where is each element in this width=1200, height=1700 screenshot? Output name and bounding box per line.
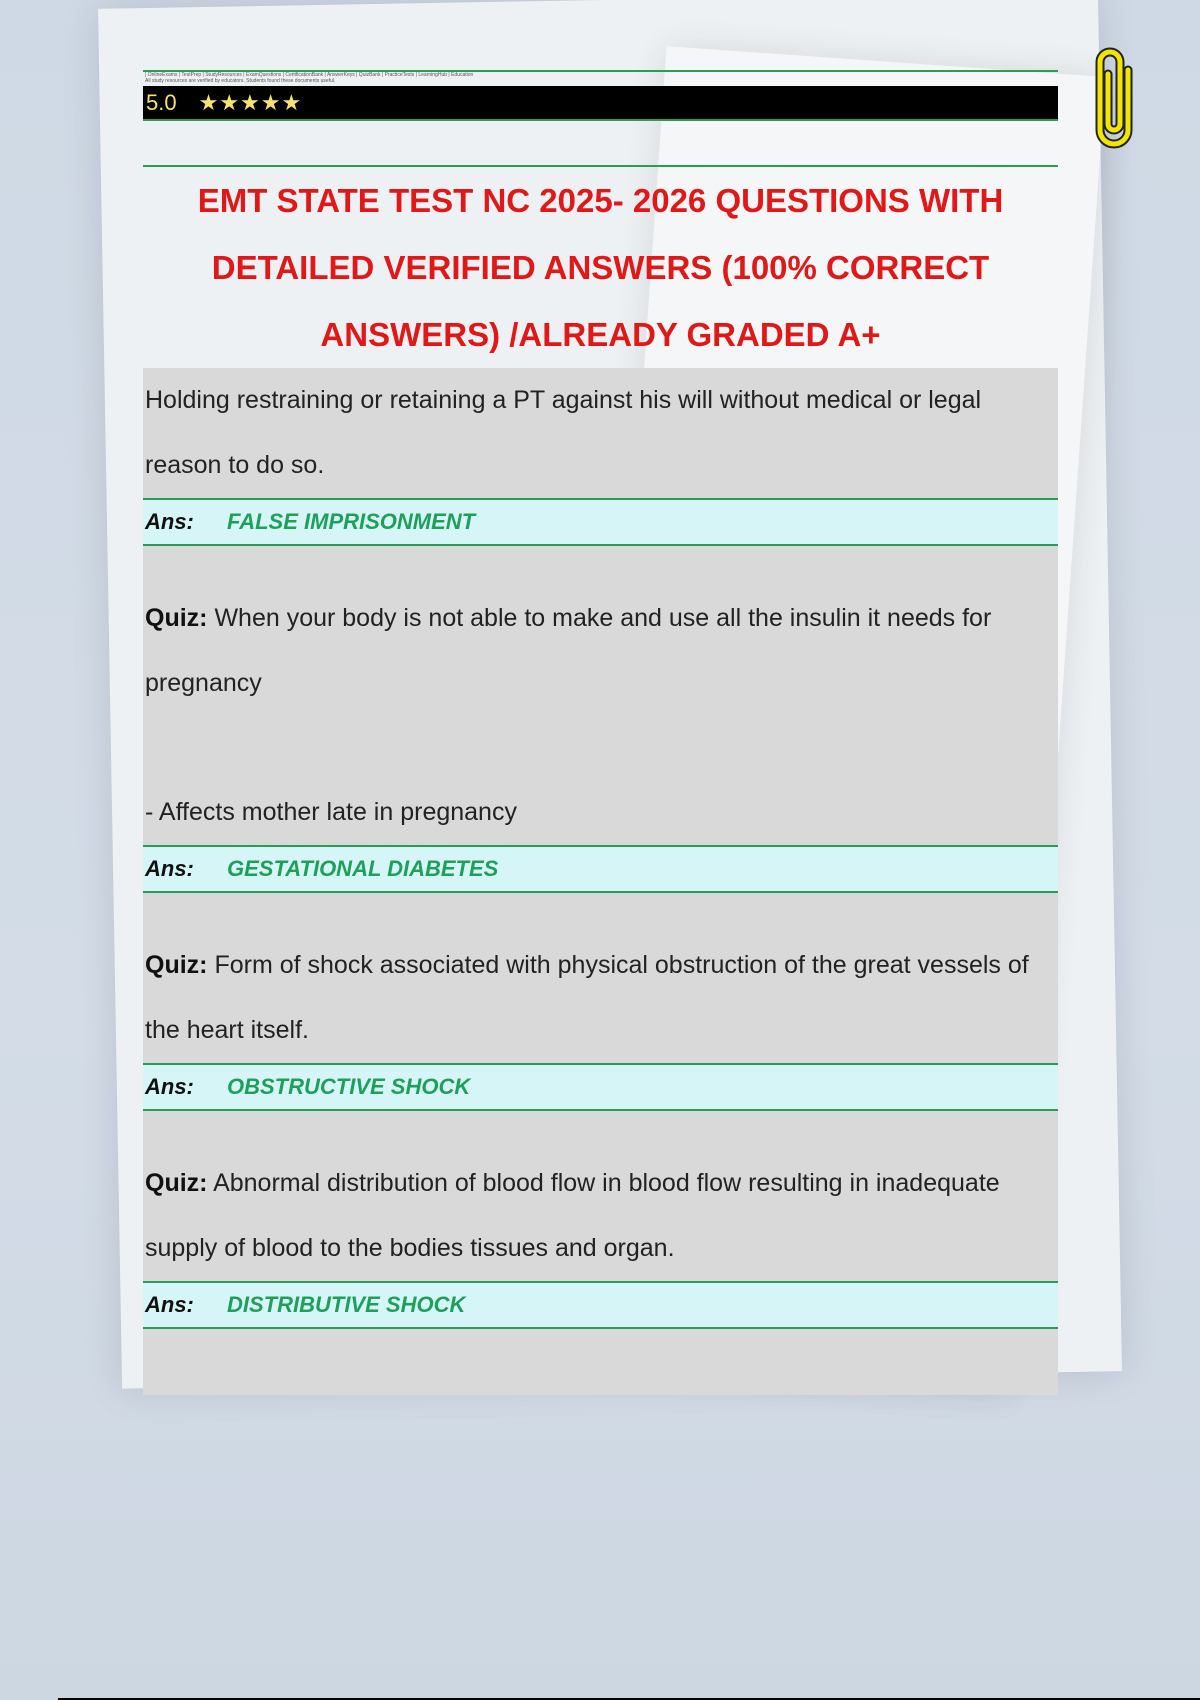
answer-text: FALSE IMPRISONMENT [227, 509, 476, 534]
quiz-prefix: Quiz: [145, 604, 208, 632]
fineprint-line-2: All study resources are verified by educators. Students found these documents useful. [145, 78, 336, 84]
answer-text: GESTATIONAL DIABETES [227, 856, 499, 881]
question-note: - Affects mother late in pregnancy [145, 798, 517, 826]
answer-row [143, 845, 1058, 893]
question-block [143, 368, 1058, 498]
document-title: EMT STATE TEST NC 2025- 2026 QUESTIONS WITH DETAILED VERIFIED ANSWERS (100% CORRECT ANSWERS) /ALREADY GRADED A+ [197, 182, 1004, 353]
answer-text: OBSTRUCTIVE SHOCK [227, 1074, 471, 1099]
question-text: Holding restraining or retaining a PT against his will without medical or legal reason to do so. [145, 386, 982, 479]
rating-stars: ★★★★★ [198, 89, 303, 115]
header-fineprint [143, 72, 1058, 86]
rating-bar [143, 86, 1058, 119]
answer-row [143, 1281, 1058, 1329]
answer-text: DISTRIBUTIVE SHOCK [227, 1292, 466, 1317]
answer-label: Ans: [145, 509, 194, 534]
document-page [143, 70, 1058, 1395]
answer-label: Ans: [145, 1292, 194, 1317]
answer-row [143, 1063, 1058, 1111]
trailing-block [143, 1329, 1058, 1395]
quiz-prefix: Quiz: [145, 951, 208, 979]
question-block [143, 893, 1058, 1063]
answer-label: Ans: [145, 1074, 194, 1099]
fineprint-line-1: | OnlineExams | TestPrep | StudyResources | ExamQuestions | CertificationBank | AnswerKeys | QuizBank | PracticeTests | LearningHub | Education [145, 72, 474, 78]
paperclip-icon [1088, 40, 1144, 161]
question-block [143, 546, 1058, 845]
answer-label: Ans: [145, 856, 194, 881]
rating-value: 5.0 [146, 89, 177, 115]
answer-row [143, 498, 1058, 546]
question-text: Form of shock associated with physical obstruction of the great vessels of the heart itself. [145, 951, 1029, 1044]
question-text: When your body is not able to make and use all the insulin it needs for pregnancy [145, 604, 992, 697]
quiz-prefix: Quiz: [145, 1169, 208, 1197]
question-block [143, 1111, 1058, 1281]
rating-rule [143, 119, 1058, 121]
question-text: Abnormal distribution of blood flow in blood flow resulting in inadequate supply of blood to the bodies tissues and organ. [145, 1169, 1000, 1262]
